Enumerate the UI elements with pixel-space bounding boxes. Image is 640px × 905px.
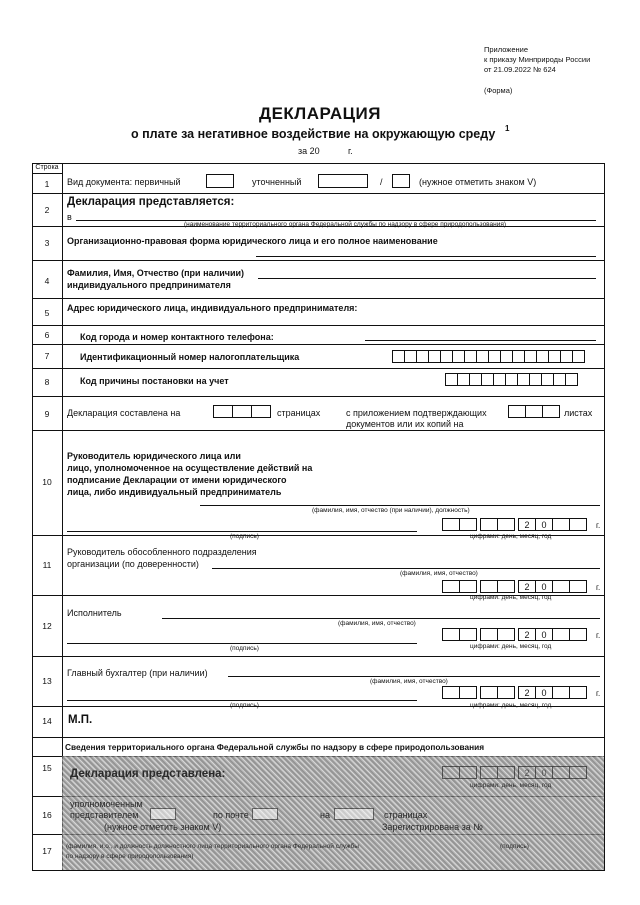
branch-head-date-caption: цифрами: день, месяц, год [470,594,552,601]
head-label-2: лицо, уполномоченное на осуществление действий на [67,463,313,473]
row-number-3: 3 [44,238,50,248]
corrected-slash: / [380,177,383,187]
document-title: ДЕКЛАРАЦИЯ [258,104,381,123]
head-date-suffix: г. [596,521,601,530]
head-date-cells[interactable]: 2 0 [442,518,586,531]
submitted-date-caption: цифрами: день, месяц, год [470,782,552,789]
head-signature-field[interactable] [67,531,417,532]
corrected-checkbox[interactable] [318,174,368,188]
head-label-3: подписание Декларации от имени юридического [67,475,287,485]
representative-checkbox[interactable] [150,808,176,820]
by-mail-checkbox[interactable] [252,808,278,820]
branch-head-name-caption: (фамилия, имя, отчество) [400,570,478,577]
representative-label-2: представителем [70,810,139,820]
phone-label: Код города и номер контактного телефона: [80,332,274,342]
authority-section-heading: Сведения территориального органа Федеральной службы по надзору в сфере природопользования [65,742,485,752]
head-signature-caption: (подпись) [230,533,259,540]
row-number-5: 5 [44,308,50,318]
head-label-4: лица, либо индивидуальный предприниматель [67,487,282,497]
row-number-6: 6 [44,330,50,340]
submitted-pages-unit: страницах [384,810,428,820]
authority-name-caption: (наименование территориального органа Федеральной службы по надзору в сфере природопользования) [184,221,507,228]
row-number-17: 17 [42,846,52,856]
executor-date-cells[interactable]: 2 0 [442,628,586,641]
annex-line-1: Приложение [484,45,528,54]
attachment-label-2: документов или их копий на [346,419,464,429]
doc-type-hint: (нужное отметить знаком V) [419,177,537,187]
pages-count-cells[interactable] [213,405,270,418]
row-number-16: 16 [42,810,52,820]
accountant-signature-field[interactable] [67,700,417,701]
row-number-14: 14 [42,716,52,726]
entrepreneur-name-field[interactable] [258,278,596,279]
submitted-pages-box[interactable] [334,808,374,820]
kpp-label: Код причины постановки на учет [80,376,229,386]
pages-label: Декларация составлена на [67,408,181,418]
row-number-4: 4 [44,276,50,286]
submitted-heading: Декларация представлена: [70,768,226,780]
official-caption-2: по надзору в сфере природопользования) [66,853,194,860]
head-name-caption: (фамилия, имя, отчество (при наличии), должность) [312,507,470,514]
executor-date-caption: цифрами: день, месяц, год [470,643,552,650]
period-suffix: г. [348,146,353,156]
row-number-8: 8 [44,377,50,387]
branch-head-date-suffix: г. [596,583,601,592]
row-number-7: 7 [44,351,50,361]
accountant-name-caption: (фамилия, имя, отчество) [370,678,448,685]
seal-label: М.П. [68,714,93,726]
inn-cells[interactable] [392,350,584,363]
correction-number-box[interactable] [392,174,410,188]
primary-checkbox[interactable] [206,174,234,188]
on-label: на [320,810,330,820]
sheets-unit: листах [564,408,593,418]
head-label-1: Руководитель юридического лица или [67,451,241,461]
doc-type-label: Вид документа: первичный [67,177,181,187]
accountant-label: Главный бухгалтер (при наличии) [67,668,208,678]
head-date-caption: цифрами: день, месяц, год [470,533,552,540]
corrected-label: уточненный [252,177,302,187]
footnote-mark: 1 [505,124,510,133]
row-number-15: 15 [42,763,52,773]
by-mail-label: по почте [213,810,249,820]
legal-name-field[interactable] [256,256,596,257]
executor-label: Исполнитель [67,608,122,618]
executor-signature-field[interactable] [67,643,417,644]
executor-date-suffix: г. [596,631,601,640]
row-number-11: 11 [42,560,52,570]
accountant-date-cells[interactable]: 2 0 [442,686,586,699]
submission-hint: (нужное отметить знаком V) [104,822,222,832]
row-number-2: 2 [44,205,50,215]
legal-form-label: Организационно-правовая форма юридического лица и его полное наименование [67,236,438,246]
accountant-signature-caption: (подпись) [230,702,259,709]
branch-head-label-2: организации (по доверенности) [67,559,199,569]
submitted-to-heading: Декларация представляется: [67,196,235,208]
executor-name-field[interactable] [162,618,600,619]
executor-name-caption: (фамилия, имя, отчество) [338,620,416,627]
entrepreneur-name-label-2: индивидуального предпринимателя [67,280,231,290]
official-caption-1: (фамилия, и.о., и должность должностного лица территориального органа Федеральной службы [66,843,359,850]
branch-head-name-field[interactable] [212,568,600,569]
row-number-10: 10 [42,477,52,487]
accountant-date-caption: цифрами: день, месяц, год [470,702,552,709]
representative-label-1: уполномоченным [70,799,143,809]
annex-line-3: от 21.09.2022 № 624 [484,65,556,74]
accountant-date-suffix: г. [596,689,601,698]
annex-line-2: к приказу Минприроды России [484,55,591,64]
accountant-name-field[interactable] [228,676,600,677]
sheets-count-cells[interactable] [508,405,559,418]
registered-label: Зарегистрирована за № [382,822,483,832]
row-header-label: Строка [35,164,59,171]
row-number-13: 13 [42,676,52,686]
branch-head-date-cells[interactable]: 2 0 [442,580,586,593]
submitted-date-cells[interactable]: 2 0 [442,766,586,779]
submitted-to-prefix: в [67,212,72,222]
document-subtitle: о плате за негативное воздействие на окружающую среду [131,127,496,141]
pages-unit: страницах [277,408,321,418]
address-label: Адрес юридического лица, индивидуального предпринимателя: [67,303,358,313]
kpp-cells[interactable] [445,373,577,386]
annex-form-label: (Форма) [484,86,513,95]
entrepreneur-name-label: Фамилия, Имя, Отчество (при наличии) [67,268,245,278]
branch-head-label-1: Руководитель обособленного подразделения [67,547,257,557]
row-number-9: 9 [44,409,50,419]
phone-field[interactable] [365,340,596,341]
row-number-12: 12 [42,621,52,631]
inn-label: Идентификационный номер налогоплательщика [80,352,300,362]
row-number-1: 1 [44,179,50,189]
executor-signature-caption: (подпись) [230,645,259,652]
head-name-field[interactable] [200,505,600,506]
attachment-label-1: с приложением подтверждающих [346,408,487,418]
period-prefix: за 20 [298,146,320,156]
official-signature-caption: (подпись) [500,843,529,850]
